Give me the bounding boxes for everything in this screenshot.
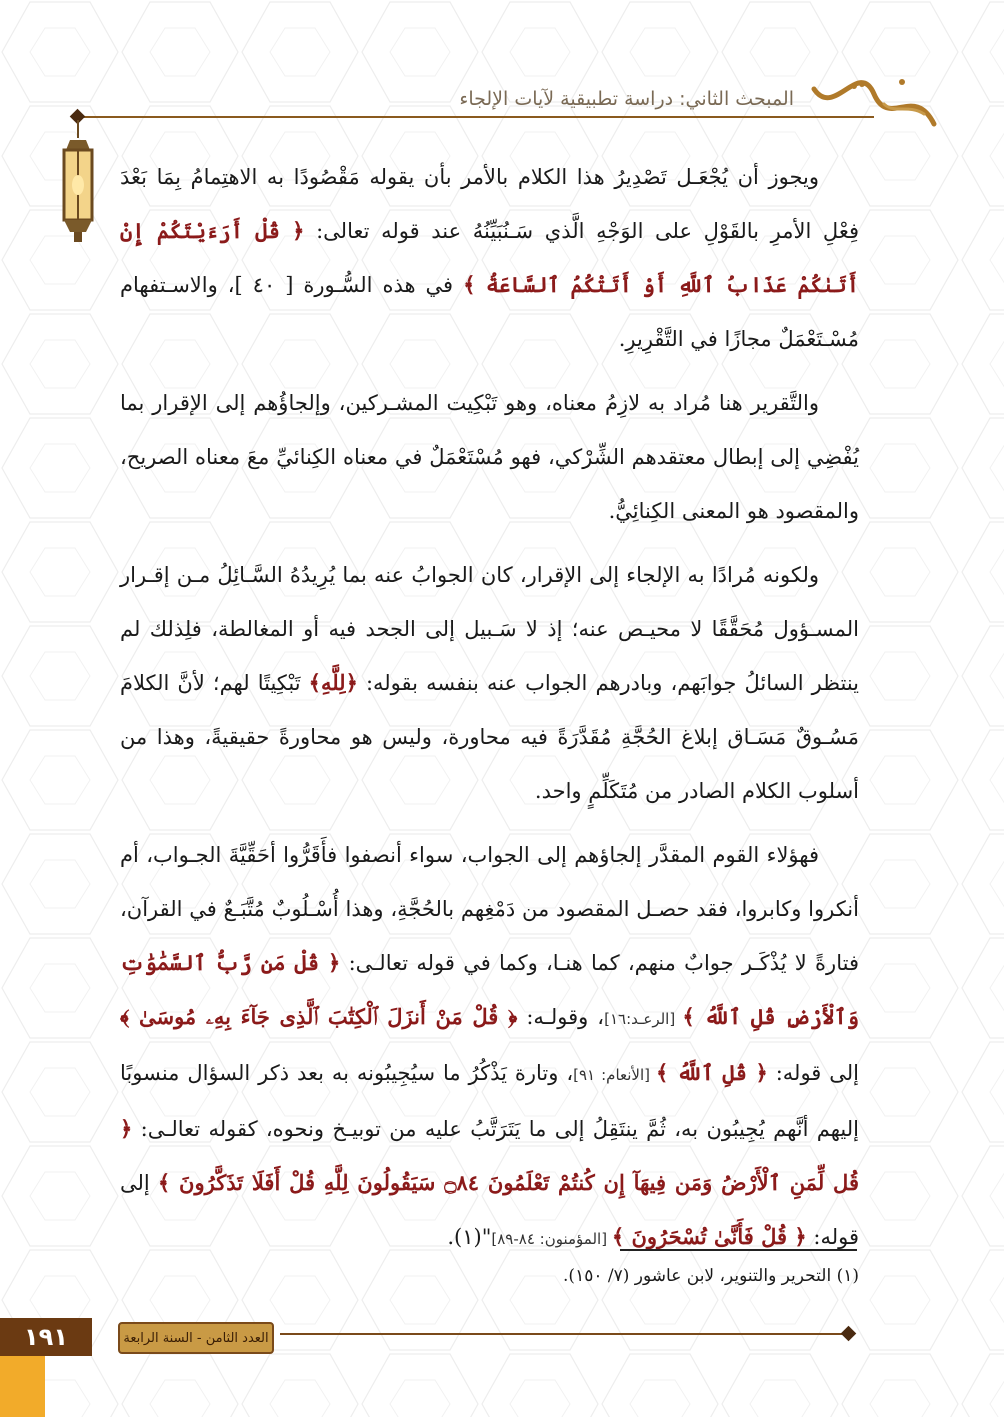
footnote: (١) التحرير والتنوير، لابن عاشور (٧/ ١٥٠). (563, 1266, 859, 1286)
p1-seg-0: ويجوز أن يُجْعَـل تَصْدِيرُ هذا الكلام بالأمر بأن يقوله مَقْصُودًا به الاهتِمامُ بِمَا بَعْدَ فِعْلِ الأمرِ بالقَوْلِ على الوَجْهِ الَّذي سَـنُبَيِّنُهُ عند قوله تعالى: (120, 165, 860, 243)
p4-seg-5: إلى قوله: (767, 1061, 859, 1085)
p4-seg-8: ، وتارة يَذْكُرُ ما سيُجِيبُونه به بعد ذكر السؤال منسوبًا إليهم أنَّهم يُجِيبُون به، ثُمَّ ينتَقِلُ إلى ما يَتَرَتَّبُ عليه من توبيـخ ونحوه، كقوله تعالـى: (120, 1061, 859, 1141)
paragraph-4 (120, 828, 859, 1266)
p2-seg-0: والتَّقرير هنا مُراد به لازِمُ معناه، وهو تَبْكِيت المشـركين، وإلجاؤُهم إلى الإقرار بما يُفْضِي إلى إبطال معتقدهم الشِّرْكي، فهو مُسْتَعْمَلٌ في معناه الكِنائيِّ معَ معناه الصريح، والمقصود هو المعنى الكِنائِيُّ. (120, 391, 859, 523)
p1-seg-2: في هذه السُّـورة [ ٤٠ ]، والاسـتفهام مُسْـتَعْمَلٌ مجازًا في التَّقْرِيرِ. (120, 273, 859, 351)
header-rule (80, 116, 874, 118)
p3-seg-0: ولكونه مُرادًا به الإلجاء إلى الإقرار، كان الجوابُ عنه بما يُرِيدُهُ السَّـائِلُ مـن إقـرار المسـؤول مُحَقَّقًا لا محيـص عنه؛ إذ لا سَـبيل إلى الجحد فيه أو المغالطة، فلِذلك لم ينتظر السائلُ جوابَهم، وبادرهم الجواب عنه بنفسه بقوله: (120, 563, 860, 695)
quran-verse: ﴿ قُلْ مَنْ أَنزَلَ ٱلْكِتَٰبَ ٱلَّذِى جَآءَ بِهِۦ مُوسَىٰ ﴾ (120, 1004, 518, 1029)
issue-label: العدد الثامن - السنة الرابعة (118, 1322, 274, 1354)
quran-verse: ﴿ قُلْ أَرَءَيْتَكُمْ إِنْ أَتَىٰكُمْ عَذَابُ ٱللَّهِ أَوْ أَتَتْكُمُ ٱلسَّاعَةُ ﴾ (120, 218, 859, 297)
page-number: ١٩١ (0, 1318, 92, 1356)
verse-reference: [المؤمنون: ٨٤-٨٩] (491, 1230, 612, 1248)
article-body (120, 150, 859, 1276)
quran-verse: ﴿ قُلْ مَن رَّبُّ ٱلسَّمَٰوَٰتِ وَٱلْأَرْضِ قُلِ ٱللَّهُ ﴾ (120, 950, 859, 1029)
p3-seg-2: تَبْكِيتًا لهم؛ لأنَّ الكلامَ مَسُـوقٌ مَسَـاق إبلاغ الحُجَّةِ مُقَدَّرَةً فيه محاورة، وليس هو محاورةً حقيقيةً، وهذا من أسلوب الكلام الصادر من مُتَكَلِّمٍ واحد. (120, 671, 859, 803)
lantern-icon (58, 120, 98, 260)
p4-seg-10: إلى قوله: (120, 1171, 859, 1249)
journal-logo (794, 74, 944, 134)
paragraph-3 (120, 548, 859, 818)
p4-seg-0: فهؤلاء القوم المقدَّر إلجاؤهم إلى الجواب، سواء أنصفوا فأَقَرُّوا أحَقِّيَّةَ الجـواب، أم أنكروا وكابروا، فقد حصـل المقصود من دَمْغِهم بالحُجَّةِ، وهذا أُسْـلُوبٌ مُتَّبَـعٌ في القرآن، فتارةً لا يُذْكَـر جوابٌ منهم، كما هنـا، وكما في قوله تعالـى: (120, 843, 859, 975)
quran-verse: ﴿ قُلِ ٱللَّهُ ﴾ (656, 1060, 768, 1085)
quran-verse: ﴿ قُل لِّمَنِ ٱلْأَرْضُ وَمَن فِيهَآ إِن كُنتُمْ تَعْلَمُونَ ۝٨٤ سَيَقُولُونَ لِلَّهِ قُلْ أَفَلَا تَذَكَّرُونَ ﴾ (120, 1116, 859, 1195)
paragraph-1 (120, 150, 859, 366)
section-title: المبحث الثاني: دراسة تطبيقية لآيات الإلجاء (459, 88, 794, 110)
side-accent-bar (0, 1356, 45, 1417)
verse-reference: [الرعـد:١٦] (604, 1010, 683, 1028)
p4-seg-3: ، وقولـه: (517, 1005, 605, 1029)
verse-reference: [الأنعام: ٩١] (573, 1066, 657, 1084)
journal-logo-icon (794, 74, 944, 134)
footnote-rule (620, 1249, 857, 1251)
p4-seg-13: "(١). (447, 1225, 492, 1249)
quran-verse: ﴿ قُلْ فَأَنَّىٰ تُسْحَرُونَ ﴾ (611, 1224, 807, 1249)
quran-verse: ﴿لِلَّهِ﴾ (308, 670, 358, 695)
paragraph-2 (120, 376, 859, 538)
page-header (0, 70, 1004, 140)
footer-rule (280, 1333, 844, 1335)
